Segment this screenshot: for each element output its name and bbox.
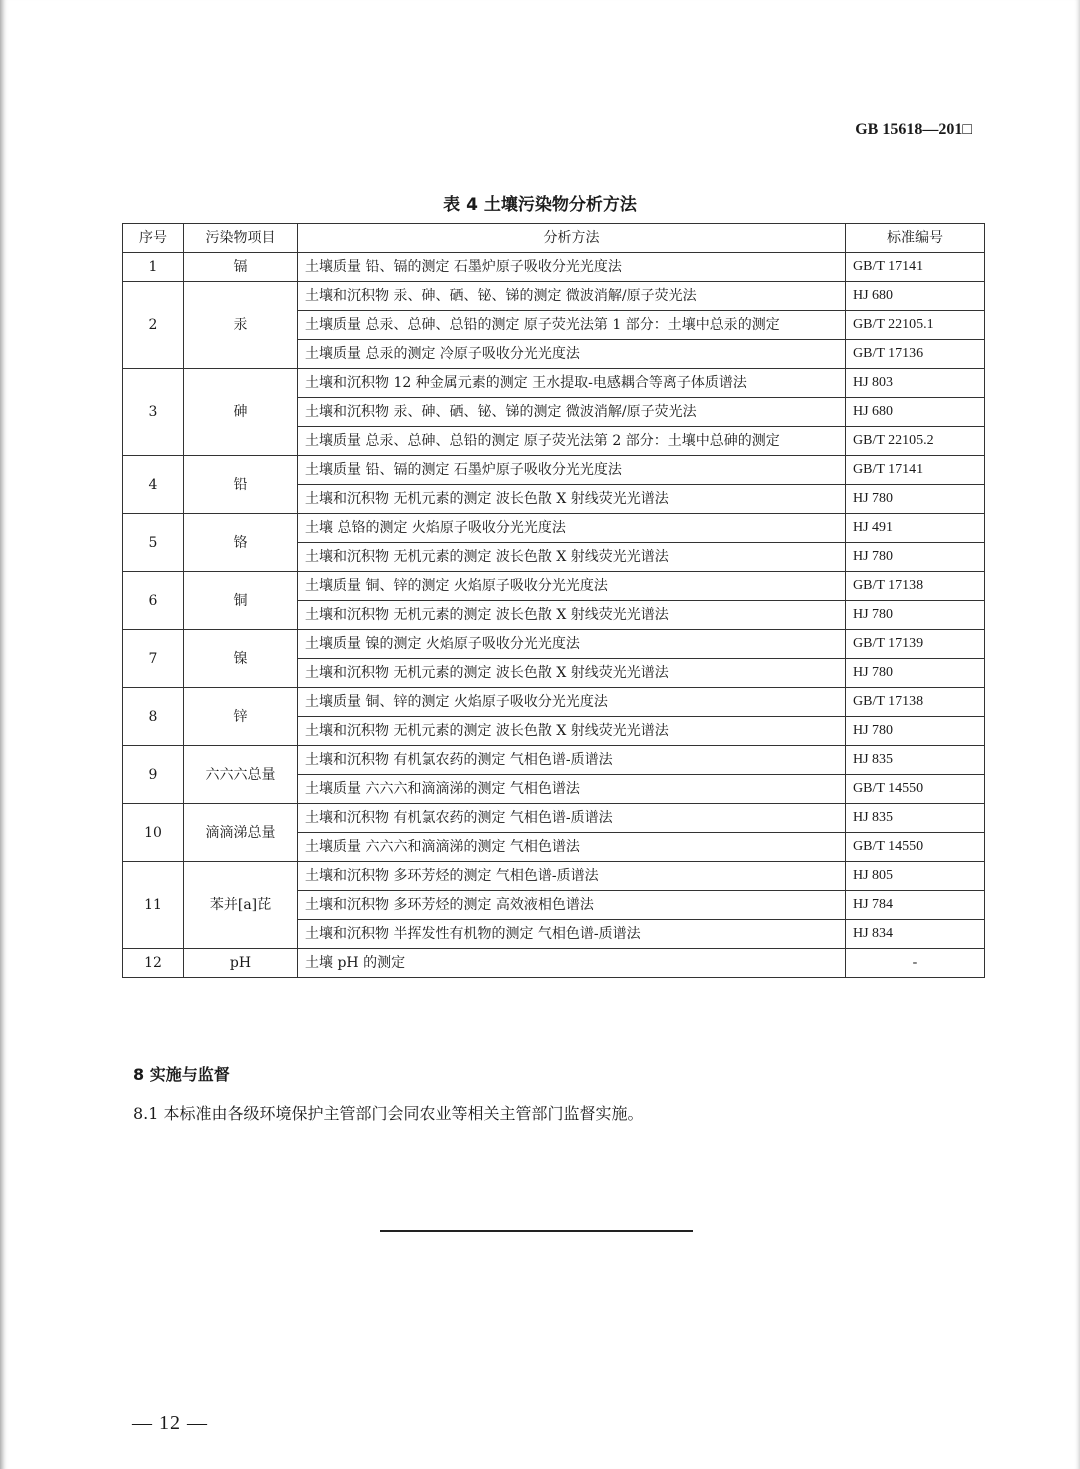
table-row [123,949,985,978]
table-header-row [123,224,985,253]
cell-standard-number: HJ 680 [846,282,985,311]
cell-analysis-method: 土壤质量 铅、镉的测定 石墨炉原子吸收分光光度法 [298,253,846,282]
table-row [123,630,985,659]
cell-no: 1 [123,253,184,282]
cell-pollutant-item: 镍 [184,630,298,688]
table-row [123,746,985,775]
cell-no: 4 [123,456,184,514]
cell-standard-number: HJ 780 [846,601,985,630]
header-std: 标准编号 [846,224,985,253]
cell-standard-number: HJ 491 [846,514,985,543]
cell-no: 9 [123,746,184,804]
cell-analysis-method: 土壤和沉积物 多环芳烃的测定 气相色谱-质谱法 [298,862,846,891]
cell-standard-number: GB/T 17139 [846,630,985,659]
table-row [123,804,985,833]
cell-analysis-method: 土壤和沉积物 有机氯农药的测定 气相色谱-质谱法 [298,746,846,775]
cell-pollutant-item: 铬 [184,514,298,572]
cell-standard-number: HJ 780 [846,485,985,514]
cell-analysis-method: 土壤 pH 的测定 [298,949,846,978]
cell-pollutant-item: 苯并[a]芘 [184,862,298,949]
cell-analysis-method: 土壤和沉积物 12 种金属元素的测定 王水提取-电感耦合等离子体质谱法 [298,369,846,398]
cell-pollutant-item: 汞 [184,282,298,369]
cell-standard-number: HJ 780 [846,543,985,572]
cell-standard-number: HJ 680 [846,398,985,427]
section-heading: 8 实施与监督 [133,1065,230,1084]
cell-analysis-method: 土壤质量 铜、锌的测定 火焰原子吸收分光光度法 [298,572,846,601]
table-caption: 表 4 土壤污染物分析方法 [443,195,637,215]
cell-standard-number: GB/T 22105.2 [846,427,985,456]
cell-standard-number: GB/T 17138 [846,688,985,717]
table-row [123,369,985,398]
cell-analysis-method: 土壤和沉积物 无机元素的测定 波长色散 X 射线荧光光谱法 [298,659,846,688]
cell-no: 7 [123,630,184,688]
cell-analysis-method: 土壤质量 铅、镉的测定 石墨炉原子吸收分光光度法 [298,456,846,485]
cell-pollutant-item: 滴滴涕总量 [184,804,298,862]
cell-standard-number: HJ 780 [846,659,985,688]
cell-analysis-method: 土壤质量 六六六和滴滴涕的测定 气相色谱法 [298,775,846,804]
cell-analysis-method: 土壤和沉积物 无机元素的测定 波长色散 X 射线荧光光谱法 [298,717,846,746]
cell-no: 2 [123,282,184,369]
cell-analysis-method: 土壤和沉积物 无机元素的测定 波长色散 X 射线荧光光谱法 [298,601,846,630]
table-row [123,282,985,311]
table-row [123,572,985,601]
cell-analysis-method: 土壤质量 镍的测定 火焰原子吸收分光光度法 [298,630,846,659]
page-number: — 12 — [132,1412,208,1434]
cell-pollutant-item: 镉 [184,253,298,282]
cell-standard-number: HJ 835 [846,804,985,833]
cell-analysis-method: 土壤质量 六六六和滴滴涕的测定 气相色谱法 [298,833,846,862]
cell-standard-number: GB/T 22105.1 [846,311,985,340]
cell-standard-number: GB/T 17138 [846,572,985,601]
cell-no: 6 [123,572,184,630]
cell-standard-number: HJ 835 [846,746,985,775]
table-row [123,456,985,485]
cell-no: 11 [123,862,184,949]
cell-standard-number: GB/T 14550 [846,833,985,862]
cell-standard-number: HJ 780 [846,717,985,746]
standard-code: GB 15618—201□ [855,121,972,138]
section-paragraph: 8.1 本标准由各级环境保护主管部门会同农业等相关主管部门监督实施。 [133,1104,644,1123]
cell-no: 8 [123,688,184,746]
cell-pollutant-item: 锌 [184,688,298,746]
cell-analysis-method: 土壤和沉积物 半挥发性有机物的测定 气相色谱-质谱法 [298,920,846,949]
cell-pollutant-item: 铜 [184,572,298,630]
cell-analysis-method: 土壤和沉积物 无机元素的测定 波长色散 X 射线荧光光谱法 [298,543,846,572]
cell-standard-number: GB/T 17141 [846,253,985,282]
cell-standard-number: HJ 784 [846,891,985,920]
table-row [123,688,985,717]
cell-standard-number: - [846,949,985,978]
cell-no: 12 [123,949,184,978]
cell-analysis-method: 土壤质量 总汞、总砷、总铅的测定 原子荧光法第 1 部分：土壤中总汞的测定 [298,311,846,340]
cell-analysis-method: 土壤和沉积物 汞、砷、硒、铋、锑的测定 微波消解/原子荧光法 [298,398,846,427]
cell-analysis-method: 土壤和沉积物 汞、砷、硒、铋、锑的测定 微波消解/原子荧光法 [298,282,846,311]
cell-analysis-method: 土壤质量 总汞的测定 冷原子吸收分光光度法 [298,340,846,369]
cell-standard-number: GB/T 17141 [846,456,985,485]
cell-standard-number: HJ 834 [846,920,985,949]
cell-analysis-method: 土壤和沉积物 多环芳烃的测定 高效液相色谱法 [298,891,846,920]
cell-standard-number: HJ 803 [846,369,985,398]
analysis-methods-table [122,223,985,978]
header-no: 序号 [123,224,184,253]
header-method: 分析方法 [298,224,846,253]
cell-analysis-method: 土壤和沉积物 无机元素的测定 波长色散 X 射线荧光光谱法 [298,485,846,514]
cell-pollutant-item: 六六六总量 [184,746,298,804]
cell-standard-number: GB/T 14550 [846,775,985,804]
table-body [123,253,985,978]
cell-standard-number: HJ 805 [846,862,985,891]
cell-no: 10 [123,804,184,862]
cell-analysis-method: 土壤质量 铜、锌的测定 火焰原子吸收分光光度法 [298,688,846,717]
header-item: 污染物项目 [184,224,298,253]
table-row [123,514,985,543]
cell-no: 5 [123,514,184,572]
end-rule [380,1230,693,1232]
cell-analysis-method: 土壤和沉积物 有机氯农药的测定 气相色谱-质谱法 [298,804,846,833]
cell-pollutant-item: pH [184,949,298,978]
cell-pollutant-item: 铅 [184,456,298,514]
table-row [123,862,985,891]
cell-analysis-method: 土壤 总铬的测定 火焰原子吸收分光光度法 [298,514,846,543]
cell-pollutant-item: 砷 [184,369,298,456]
cell-analysis-method: 土壤质量 总汞、总砷、总铅的测定 原子荧光法第 2 部分：土壤中总砷的测定 [298,427,846,456]
cell-standard-number: GB/T 17136 [846,340,985,369]
cell-no: 3 [123,369,184,456]
table-row [123,253,985,282]
